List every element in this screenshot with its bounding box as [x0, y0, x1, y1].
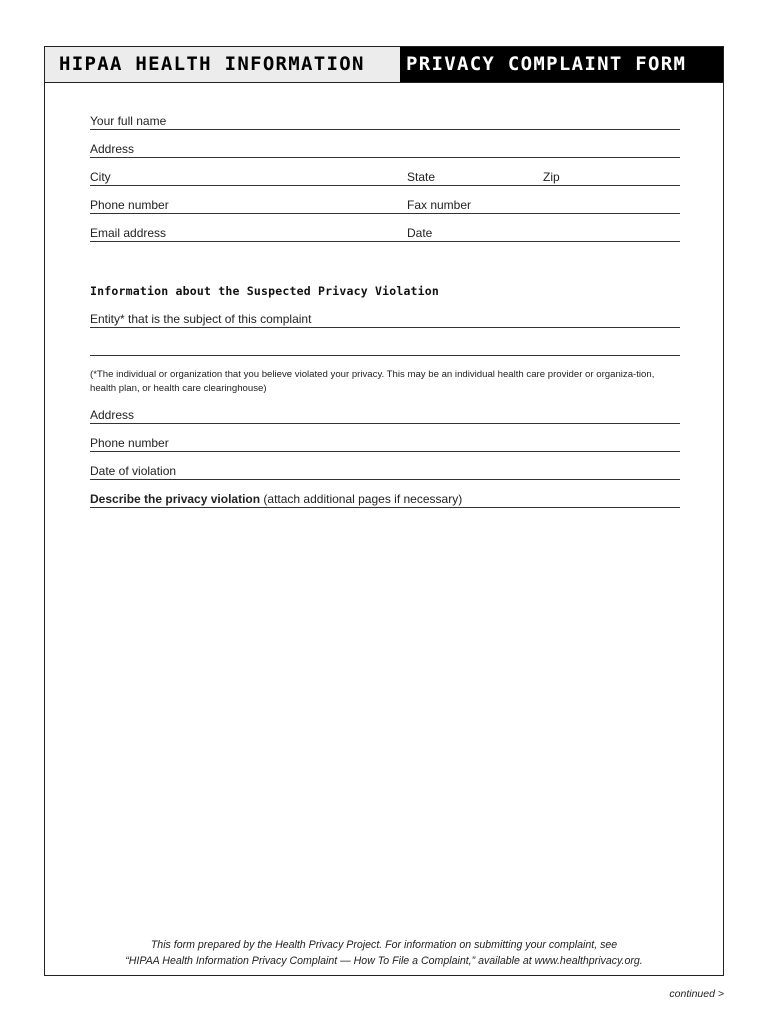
full-name-label: Your full name: [90, 114, 167, 128]
section-heading: Information about the Suspected Privacy Violation: [90, 284, 440, 298]
email-label: Email address: [90, 226, 167, 240]
footer-note: [44, 937, 724, 969]
full-name-field[interactable]: [90, 114, 680, 130]
entity-label: Entity* that is the subject of this complaint: [90, 312, 312, 326]
footer-line-1: This form prepared by the Health Privacy Project. For information on submitting your complaint, see: [150, 939, 618, 951]
entity-extra-line[interactable]: [90, 340, 680, 356]
address-field[interactable]: [90, 142, 680, 158]
describe-label: Describe the privacy violation: [90, 492, 261, 506]
entity-address-field[interactable]: [90, 408, 680, 424]
city-state-zip-field[interactable]: [90, 170, 680, 186]
phone-label: Phone number: [90, 198, 169, 212]
zip-label: Zip: [543, 170, 560, 184]
continued-link: continued >: [669, 988, 724, 1000]
violation-date-field[interactable]: [90, 464, 680, 480]
fax-label: Fax number: [407, 198, 472, 212]
state-label: State: [407, 170, 436, 184]
title-right-text: PRIVACY COMPLAINT FORM: [406, 53, 687, 75]
entity-note: (*The individual or organization that you believe violated your privacy. This may be an individual health care provider or organiza-tion, health plan, or health care clearinghouse): [90, 369, 655, 394]
describe-field[interactable]: [90, 492, 680, 508]
entity-phone-field[interactable]: [90, 436, 680, 452]
describe-label-wrap: [90, 492, 462, 507]
describe-hint: (attach additional pages if necessary): [263, 492, 463, 506]
footer-line-2: “HIPAA Health Information Privacy Complaint — How To File a Complaint,” available at www.healthprivacy.org.: [125, 955, 643, 967]
violation-date-label: Date of violation: [90, 464, 177, 478]
title-left-block: [45, 47, 400, 82]
form-header: [45, 47, 723, 83]
date-label: Date: [407, 226, 433, 240]
title-left-text: HIPAA HEALTH INFORMATION: [59, 53, 365, 75]
entity-address-label: Address: [90, 408, 135, 422]
entity-field[interactable]: [90, 312, 680, 328]
city-label: City: [90, 170, 111, 184]
phone-fax-field[interactable]: [90, 198, 680, 214]
entity-phone-label: Phone number: [90, 436, 169, 450]
address-label: Address: [90, 142, 135, 156]
email-date-field[interactable]: [90, 226, 680, 242]
title-right-block: [400, 47, 723, 82]
